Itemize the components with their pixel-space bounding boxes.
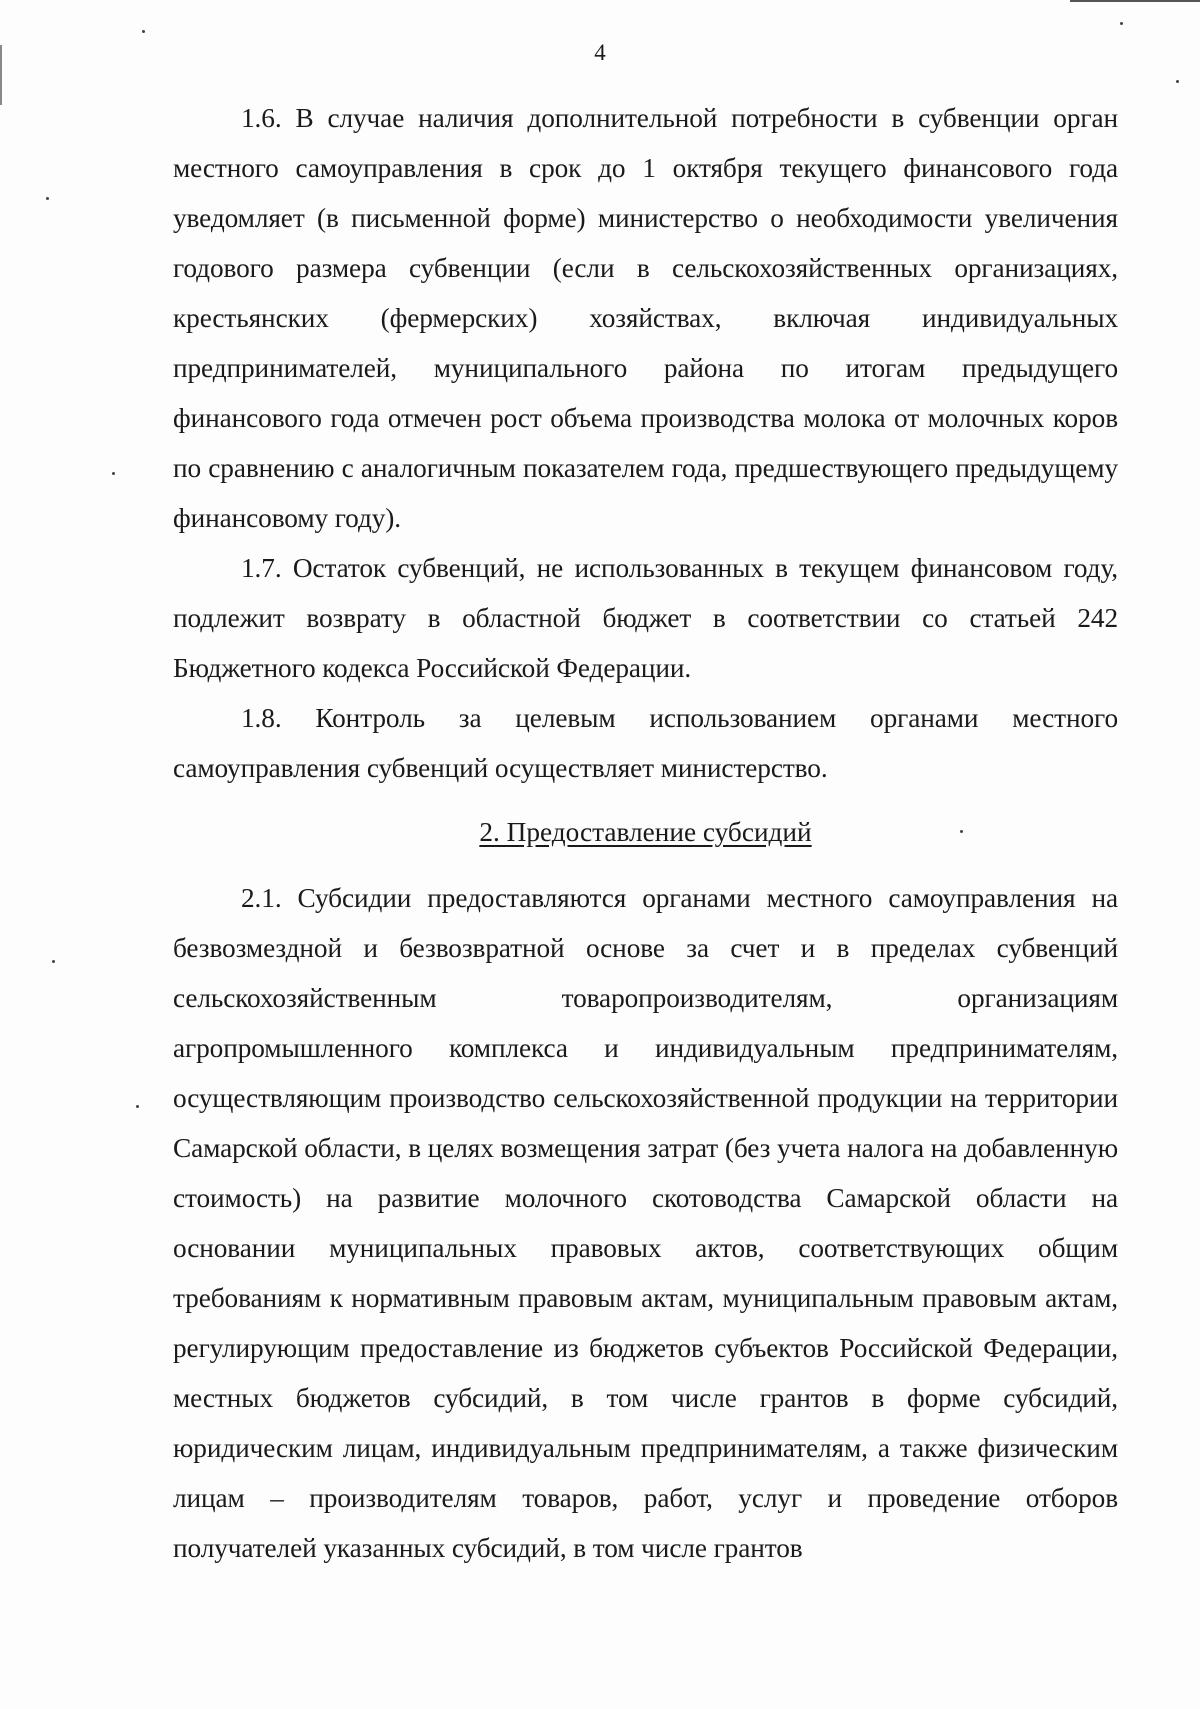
scan-edge-mark [1070, 0, 1200, 8]
section-heading: 2. Предоставление субсидий [479, 817, 812, 847]
scan-speck [142, 30, 145, 33]
paragraph-1-8: 1.8. Контроль за целевым использованием органами местного самоуправления субвенций осуществляет министерство. [173, 703, 1118, 783]
paragraph-1-7: 1.7. Остаток субвенций, не использованных в текущем финансовом году, подлежит возврату в областной бюджет в соответствии со статьей 242 Бюджетного кодекса Российской Федерации. [173, 553, 1118, 683]
scan-speck [112, 472, 115, 475]
paragraph-2-1: 2.1. Субсидии предоставляются органами местного самоуправления на безвозмездной и безвозвратной основе за счет и в пределах субвенций сельскохозяйственным товаропроизводителям, организациям агропромышленного комплекса и индивидуальным предпринимателям, осуществляющим производство сельскохозяйственной продукции на территории Самарской области, в целях возмещения затрат (без учета налога на добавленную стоимость) на развитие молочного скотоводства Самарской области на основании муниципальных правовых актов, соответствующих общим требованиям к нормативным правовым актам, муниципальным правовым актам, регулирующим предоставление из бюджетов субъектов Российской Федерации, местных бюджетов субсидий, в том числе грантов в форме субсидий, юридическим лицам, индивидуальным предпринимателям, а также физическим лицам – производителям товаров, работ, услуг и проведение отборов получателей указанных субсидий, в том числе грантов [173, 883, 1119, 1563]
scan-speck [960, 830, 963, 833]
scan-speck [1176, 80, 1179, 83]
document-body [173, 93, 1118, 1573]
page-number: 4 [594, 40, 606, 65]
scan-speck [46, 197, 49, 200]
paragraph-1-6: 1.6. В случае наличия дополнительной потребности в субвенции орган местного самоуправления в срок до 1 октября текущего финансового года уведомляет (в письменной форме) министерство о необходимости увеличения годового размера субвенции (если в сельскохозяйственных организациях, крестьянских (фермерских) хозяйствах, включая индивидуальных предпринимателей, муниципального района по итогам предыдущего финансового года отмечен рост объема производства молока от молочных коров по сравнению с аналогичным показателем года, предшествующего предыдущему финансовому году). [173, 103, 1118, 533]
scan-speck [52, 960, 55, 963]
scan-speck [136, 1105, 139, 1108]
scan-speck [1120, 22, 1123, 25]
